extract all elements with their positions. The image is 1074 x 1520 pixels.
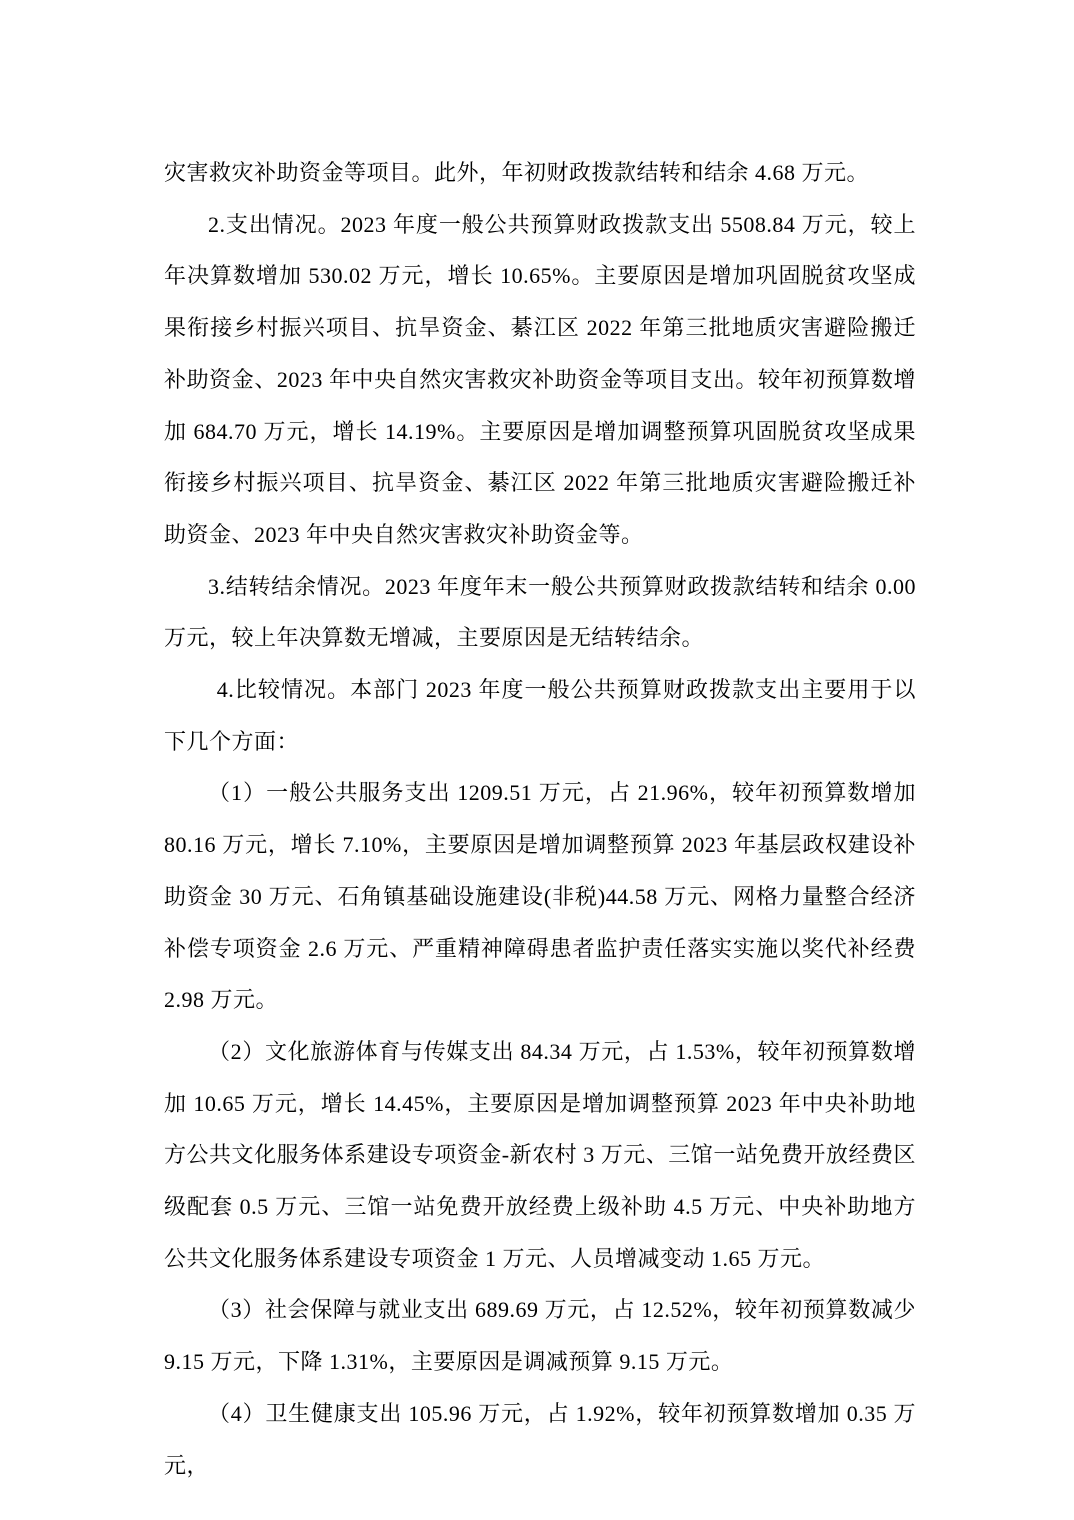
paragraph-income-continuation: 灾害救灾补助资金等项目。此外，年初财政拨款结转和结余 4.68 万元。 — [164, 160, 870, 185]
paragraph-expenditure: 2.支出情况。2023 年度一般公共预算财政拨款支出 5508.84 万元，较上年决算数增加 530.02 万元，增长 10.65%。主要原因是增加巩固脱贫攻坚成果衔接乡村振兴项目、抗旱资金、綦江区 2022 年第三批地质灾害避险搬迁补助资金、2023 年中央自然灾害救灾补助资金等项目支出。较年初预算数增加 684.70 万元，增长 14.19%。主要原因是增加调整预算巩固脱贫攻坚成果衔接乡村振兴项目、抗旱资金、綦江区 2022 年第三批地质灾害避险搬迁补助资金、2023 年中央自然灾害救灾补助资金等。 — [164, 211, 916, 547]
paragraph-comparison-intro: 4.比较情况。本部门 2023 年度一般公共预算财政拨款支出主要用于以下几个方面： — [164, 677, 916, 754]
paragraph-item-social-security: （3）社会保障与就业支出 689.69 万元，占 12.52%，较年初预算数减少 9.15 万元，下降 1.31%，主要原因是调减预算 9.15 万元。 — [164, 1297, 916, 1375]
paragraph-item-health: （4）卫生健康支出 105.96 万元，占 1.92%，较年初预算数增加 0.35 万元， — [164, 1400, 916, 1478]
paragraph-carryover-balance: 3.结转结余情况。2023 年度年末一般公共预算财政拨款结转和结余 0.00 万元，较上年决算数无增减，主要原因是无结转结余。 — [164, 573, 916, 651]
paragraph-item-culture-media: （2）文化旅游体育与传媒支出 84.34 万元，占 1.53%，较年初预算数增加 10.65 万元，增长 14.45%，主要原因是增加调整预算 2023 年中央补助地方公共文化服务体系建设专项资金-新农村 3 万元、三馆一站免费开放经费区级配套 0.5 万元、三馆一站免费开放经费上级补助 4.5 万元、中央补助地方公共文化服务体系建设专项资金 1 万元、人员增减变动 1.65 万元。 — [164, 1038, 916, 1271]
document-body — [164, 147, 916, 1491]
paragraph-item-general-services: （1）一般公共服务支出 1209.51 万元，占 21.96%，较年初预算数增加 80.16 万元，增长 7.10%，主要原因是增加调整预算 2023 年基层政权建设补助资金 30 万元、石角镇基础设施建设(非税)44.58 万元、网格力量整合经济补偿专项资金 2.6 万元、严重精神障碍患者监护责任落实实施以奖代补经费 2.98 万元。 — [164, 780, 916, 1013]
